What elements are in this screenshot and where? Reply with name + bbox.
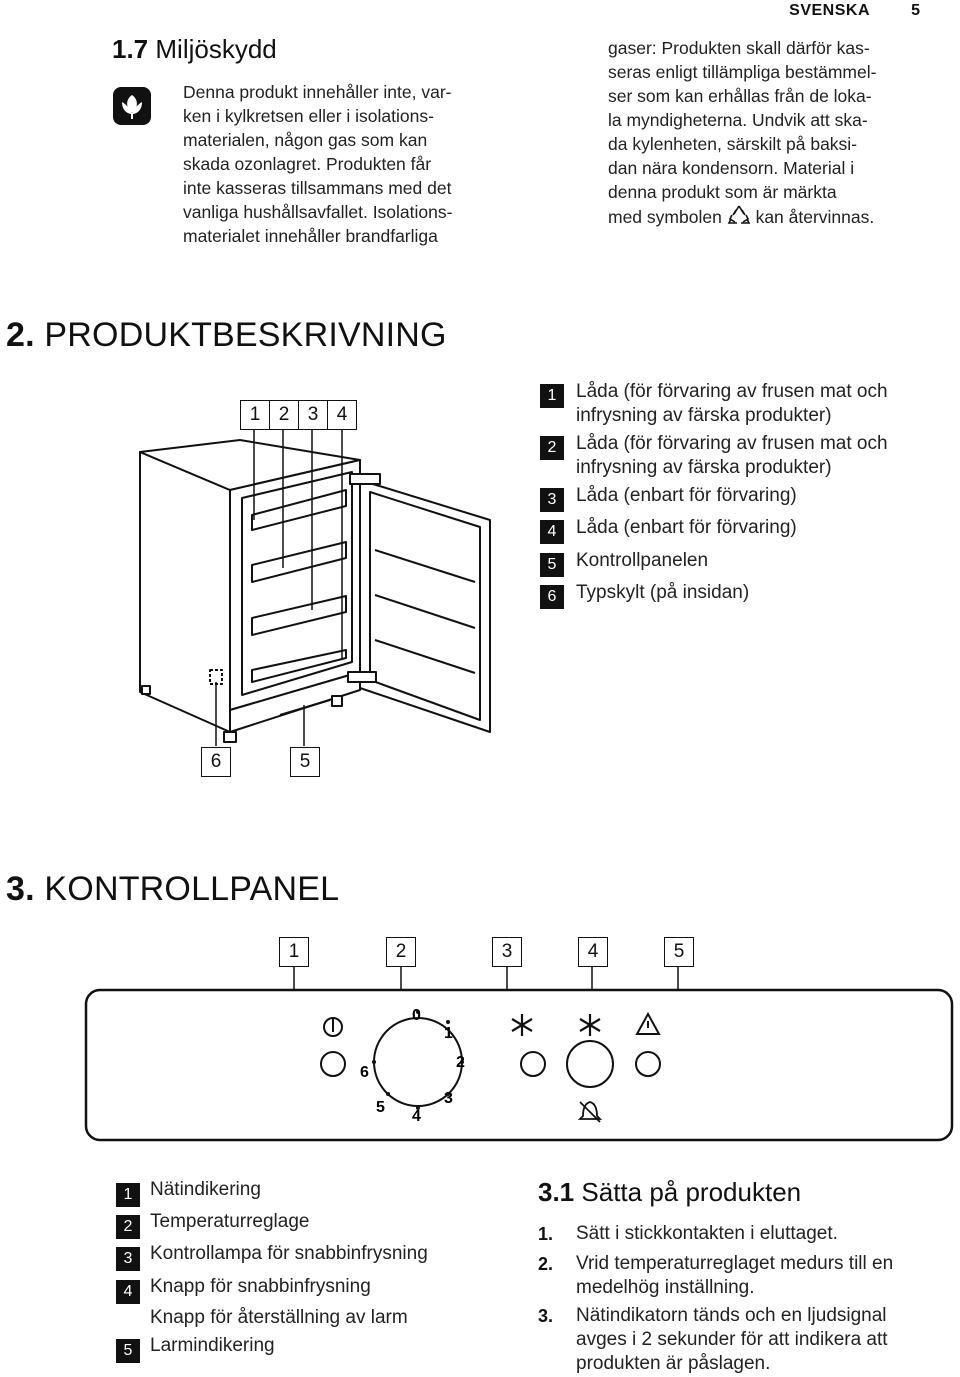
text-line: denna produkt som är märkta — [608, 182, 837, 202]
legend-line: infrysning av färska produkter) — [576, 457, 832, 478]
section-title: Miljöskydd — [155, 34, 277, 64]
step-number: 3. — [538, 1306, 554, 1326]
text-line: seras enligt tillämpliga bestämmel- — [608, 62, 877, 82]
step-number: 2. — [538, 1254, 554, 1274]
dial-label-4: 4 — [412, 1108, 421, 1125]
environment-text-col2 — [608, 36, 928, 229]
legend-text: Larmindikering — [150, 1335, 275, 1356]
legend-text: Kontrollampa för snabbinfrysning — [150, 1243, 428, 1264]
section-3-1-heading — [538, 1177, 801, 1208]
text-line: ser som kan erhållas från de loka- — [608, 86, 872, 106]
text-fragment: med symbolen — [608, 207, 722, 227]
freezer-illustration — [120, 390, 510, 790]
panel-callout-4: 4 — [578, 937, 608, 967]
dial-label-2: 2 — [456, 1054, 465, 1071]
text-line: inte kasseras tillsammans med det — [183, 178, 452, 198]
step-line: produkten är påslagen. — [576, 1353, 771, 1374]
text-line: Denna produkt innehåller inte, var- — [183, 82, 452, 102]
text-line: la myndigheterna. Undvik att ska- — [608, 110, 868, 130]
callout-5: 5 — [290, 747, 320, 777]
callout-6: 6 — [201, 747, 231, 777]
environment-text-col1 — [183, 80, 513, 248]
legend-text — [576, 380, 888, 428]
callout-2: 2 — [269, 400, 299, 430]
callout-3: 3 — [298, 400, 328, 430]
text-fragment: kan återvinnas. — [755, 207, 875, 227]
panel-callout-3: 3 — [492, 937, 522, 967]
panel-callout-5: 5 — [664, 937, 694, 967]
legend-num: 6 — [540, 585, 564, 609]
legend-num: 5 — [540, 553, 564, 577]
section-title: Sätta på produkten — [581, 1177, 802, 1207]
environment-leaf-icon — [112, 86, 152, 126]
control-panel-illustration — [84, 966, 956, 1146]
legend-num: 1 — [540, 384, 564, 408]
legend-num: 2 — [116, 1215, 140, 1239]
legend-line: Typskylt (på insidan) — [576, 582, 750, 603]
dial-label-1: 1 — [444, 1025, 453, 1042]
page-number: 5 — [911, 2, 920, 19]
legend-num: 4 — [116, 1280, 140, 1304]
section-number: 2. — [6, 316, 35, 354]
legend-line: Låda (enbart för förvaring) — [576, 517, 797, 538]
panel-callout-1: 1 — [279, 937, 309, 967]
header-language: SVENSKA — [789, 2, 870, 19]
legend-line: Låda (för förvaring av frusen mat och — [576, 381, 888, 402]
section-number: 3.1 — [538, 1177, 575, 1207]
text-line-with-symbol — [608, 204, 928, 229]
section-number: 1.7 — [112, 34, 149, 64]
power-indicator-lamp — [321, 1052, 345, 1076]
legend-num: 4 — [540, 520, 564, 544]
section-3-heading — [6, 870, 339, 909]
step-line: avges i 2 sekunder för att indikera att — [576, 1329, 888, 1350]
panel-callout-2: 2 — [386, 937, 416, 967]
step-text — [576, 1252, 946, 1300]
legend-text: Knapp för snabbinfrysning — [150, 1276, 371, 1297]
section-1-7-heading — [112, 34, 277, 65]
legend-num: 3 — [540, 488, 564, 512]
text-line: dan nära kondensorn. Material i — [608, 158, 855, 178]
legend-text: Nätindikering — [150, 1179, 261, 1200]
legend-num: 5 — [116, 1339, 140, 1363]
dial-label-3: 3 — [444, 1090, 453, 1107]
step-text — [576, 1304, 946, 1376]
dial-label-0: 0 — [412, 1007, 421, 1024]
legend-line: Låda (enbart för förvaring) — [576, 485, 797, 506]
section-2-heading — [6, 316, 447, 355]
legend-num: 1 — [116, 1183, 140, 1207]
legend-num: 2 — [540, 436, 564, 460]
recycle-icon — [727, 204, 751, 226]
alarm-indicator-lamp — [636, 1052, 660, 1076]
callout-4: 4 — [327, 400, 357, 430]
legend-text — [576, 581, 749, 605]
step-line: Sätt i stickkontakten i eluttaget. — [576, 1223, 838, 1244]
legend-num: 3 — [116, 1247, 140, 1271]
fastfreeze-indicator-lamp — [521, 1052, 545, 1076]
section-title: PRODUKTBESKRIVNING — [44, 316, 447, 354]
step-number: 1. — [538, 1224, 554, 1244]
legend-text — [576, 549, 708, 573]
legend-text — [576, 432, 888, 480]
legend-line: Kontrollpanelen — [576, 550, 709, 571]
dial-label-6: 6 — [360, 1064, 369, 1081]
legend-text — [576, 484, 797, 508]
legend-line: infrysning av färska produkter) — [576, 405, 832, 426]
text-line: skada ozonlagret. Produkten får — [183, 154, 432, 174]
fastfreeze-button — [567, 1041, 613, 1087]
text-line: materialet innehåller brandfarliga — [183, 226, 438, 246]
callout-1: 1 — [240, 400, 270, 430]
text-line: gaser: Produkten skall därför kas- — [608, 38, 870, 58]
legend-text: Temperaturreglage — [150, 1211, 310, 1232]
section-title: KONTROLLPANEL — [44, 870, 340, 908]
step-line: Vrid temperaturreglaget medurs till en — [576, 1253, 894, 1274]
text-line: da kylenheten, särskilt på baksi- — [608, 134, 858, 154]
text-line: ken i kylkretsen eller i isolations- — [183, 106, 434, 126]
text-line: vanliga hushållsavfallet. Isolations- — [183, 202, 453, 222]
dial-label-5: 5 — [376, 1099, 385, 1116]
step-text — [576, 1222, 946, 1246]
step-line: Nätindikatorn tänds och en ljudsignal — [576, 1305, 887, 1326]
text-line: materialen, någon gas som kan — [183, 130, 428, 150]
step-line: medelhög inställning. — [576, 1277, 755, 1298]
legend-line: Låda (för förvaring av frusen mat och — [576, 433, 888, 454]
legend-text: Knapp för återställning av larm — [150, 1307, 408, 1328]
legend-text — [576, 516, 797, 540]
section-number: 3. — [6, 870, 35, 908]
